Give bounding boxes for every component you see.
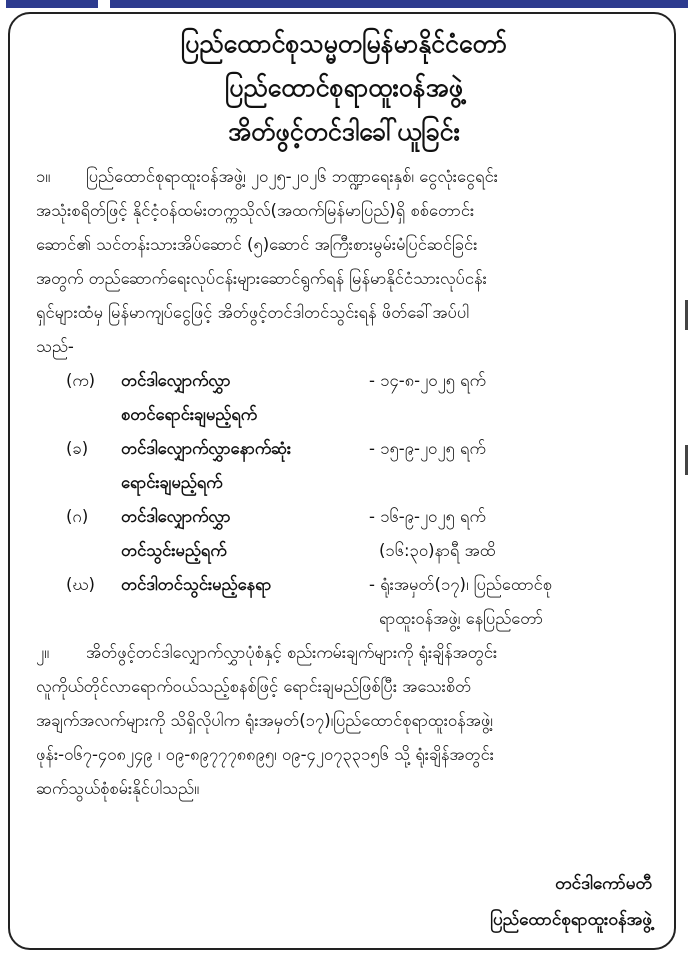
paragraph-line: သည်- — [36, 337, 74, 356]
paragraph-line: အတွက် တည်ဆောက်ရေးလုပ်ငန်းများဆောင်ရွက်ရန် မြန်မာနိုင်ငံသားလုပ်ငန်း — [36, 269, 487, 288]
row-value: - ရုံးအမှတ်(၁၇)၊ ပြည်ထောင်စု — [369, 575, 553, 594]
notice-body — [36, 160, 652, 806]
schedule-row — [36, 500, 652, 568]
header-strip-left — [6, 0, 98, 8]
notice-title — [30, 22, 658, 154]
paragraph-line: အိတ်ဖွင့်တင်ဒါလျှောက်လွှာပုံစံနှင့် စည်းကမ်းချက်များကို ရုံးချိန်အတွင်း — [86, 643, 498, 662]
signature-organization: ပြည်ထောင်စုရာထူးဝန်အဖွဲ့ — [490, 910, 652, 930]
row-key: တင်ဒါလျှောက်လွှာ — [121, 507, 231, 526]
paragraph-2 — [36, 636, 652, 806]
row-value: (၁၆:၃၀)နာရီ အထိ — [379, 541, 496, 560]
paragraph-line: လူကိုယ်တိုင်လာရောက်ဝယ်သည့်စနစ်ဖြင့် ရောင်းချမည်ဖြစ်ပြီး အသေးစိတ် — [36, 677, 472, 696]
row-value: - ၁၄-၈-၂၀၂၅ ရက် — [369, 371, 486, 390]
row-key: တင်ဒါလျှောက်လွှာနောက်ဆုံး — [121, 439, 292, 458]
paragraph-number: ၁။ — [36, 167, 51, 186]
row-key: တင်ဒါလျှောက်လွှာ — [121, 371, 231, 390]
signature-committee: တင်ဒါကော်မတီ — [555, 874, 652, 894]
row-key: တင်သွင်းမည့်ရက် — [121, 541, 227, 560]
row-key: ရောင်းချမည့်ရက် — [121, 473, 223, 492]
schedule-row — [36, 364, 652, 432]
title-line-1: ပြည်ထောင်စုသမ္မတမြန်မာနိုင်ငံတော် — [180, 29, 508, 58]
row-value: - ၁၅-၉-၂၀၂၅ ရက် — [369, 439, 486, 458]
paragraph-line: အသုံးစရိတ်ဖြင့် နိုင်ငံ့ဝန်ထမ်းတက္ကသိုလ်(အထက်မြန်မာပြည်)ရှိ စစ်တောင်း — [36, 201, 475, 220]
schedule-list — [36, 364, 652, 636]
row-value: - ၁၆-၉-၂၀၂၅ ရက် — [369, 507, 486, 526]
paragraph-line: ဖုန်း-၀၆၇-၄၀၈၂၄၉ ၊ ၀၉-၈၉၇၇၇၈၈၉၅၊ ၀၉-၄၂၀၇၃၃၁၅၆ သို့ ရုံးချိန်အတွင်း — [36, 745, 494, 764]
title-line-2: ပြည်ထောင်စုရာထူးဝန်အဖွဲ့ — [225, 73, 463, 102]
schedule-row — [36, 432, 652, 500]
row-label: (ဃ) — [66, 575, 95, 594]
paragraph-line: အချက်အလက်များကို သိရှိလိုပါက ရုံးအမှတ်(၁၇)၊ပြည်ထောင်စုရာထူးဝန်အဖွဲ့၊ — [36, 711, 493, 730]
title-line-3: အိတ်ဖွင့်တင်ဒါခေါ်ယူခြင်း — [228, 117, 460, 146]
row-label: (ဂ) — [66, 507, 89, 526]
paragraph-line: ဆက်သွယ်စုံစမ်းနိုင်ပါသည်။ — [36, 779, 200, 798]
row-key: တင်ဒါတင်သွင်းမည့်နေရာ — [121, 575, 272, 594]
paragraph-line: ပြည်ထောင်စုရာထူးဝန်အဖွဲ့၊ ၂၀၂၅-၂၀၂၆ ဘဏ္ဍာရေးနှစ်၊ ငွေလုံးငွေရင်း — [86, 167, 498, 186]
paragraph-line: ဆောင်၏ သင်တန်းသားအိပ်ဆောင် (၅)ဆောင် အကြီးစားမွမ်းမံပြင်ဆင်ခြင်း — [36, 235, 478, 254]
paragraph-1 — [36, 160, 652, 364]
row-label: (ခ) — [66, 439, 89, 458]
signature-block — [490, 866, 652, 938]
row-label: (က) — [66, 371, 96, 390]
row-key: စတင်ရောင်းချမည့်ရက် — [121, 405, 257, 424]
paragraph-line: ရှင်များထံမှ မြန်မာကျပ်ငွေဖြင့် အိတ်ဖွင့်တင်ဒါတင်သွင်းရန် ဖိတ်ခေါ်အပ်ပါ — [36, 303, 470, 322]
schedule-row — [36, 568, 652, 636]
header-strip-right — [110, 0, 688, 8]
paragraph-number: ၂။ — [36, 643, 50, 662]
row-value: ရာထူးဝန်အဖွဲ့၊ နေပြည်တော် — [379, 609, 544, 628]
